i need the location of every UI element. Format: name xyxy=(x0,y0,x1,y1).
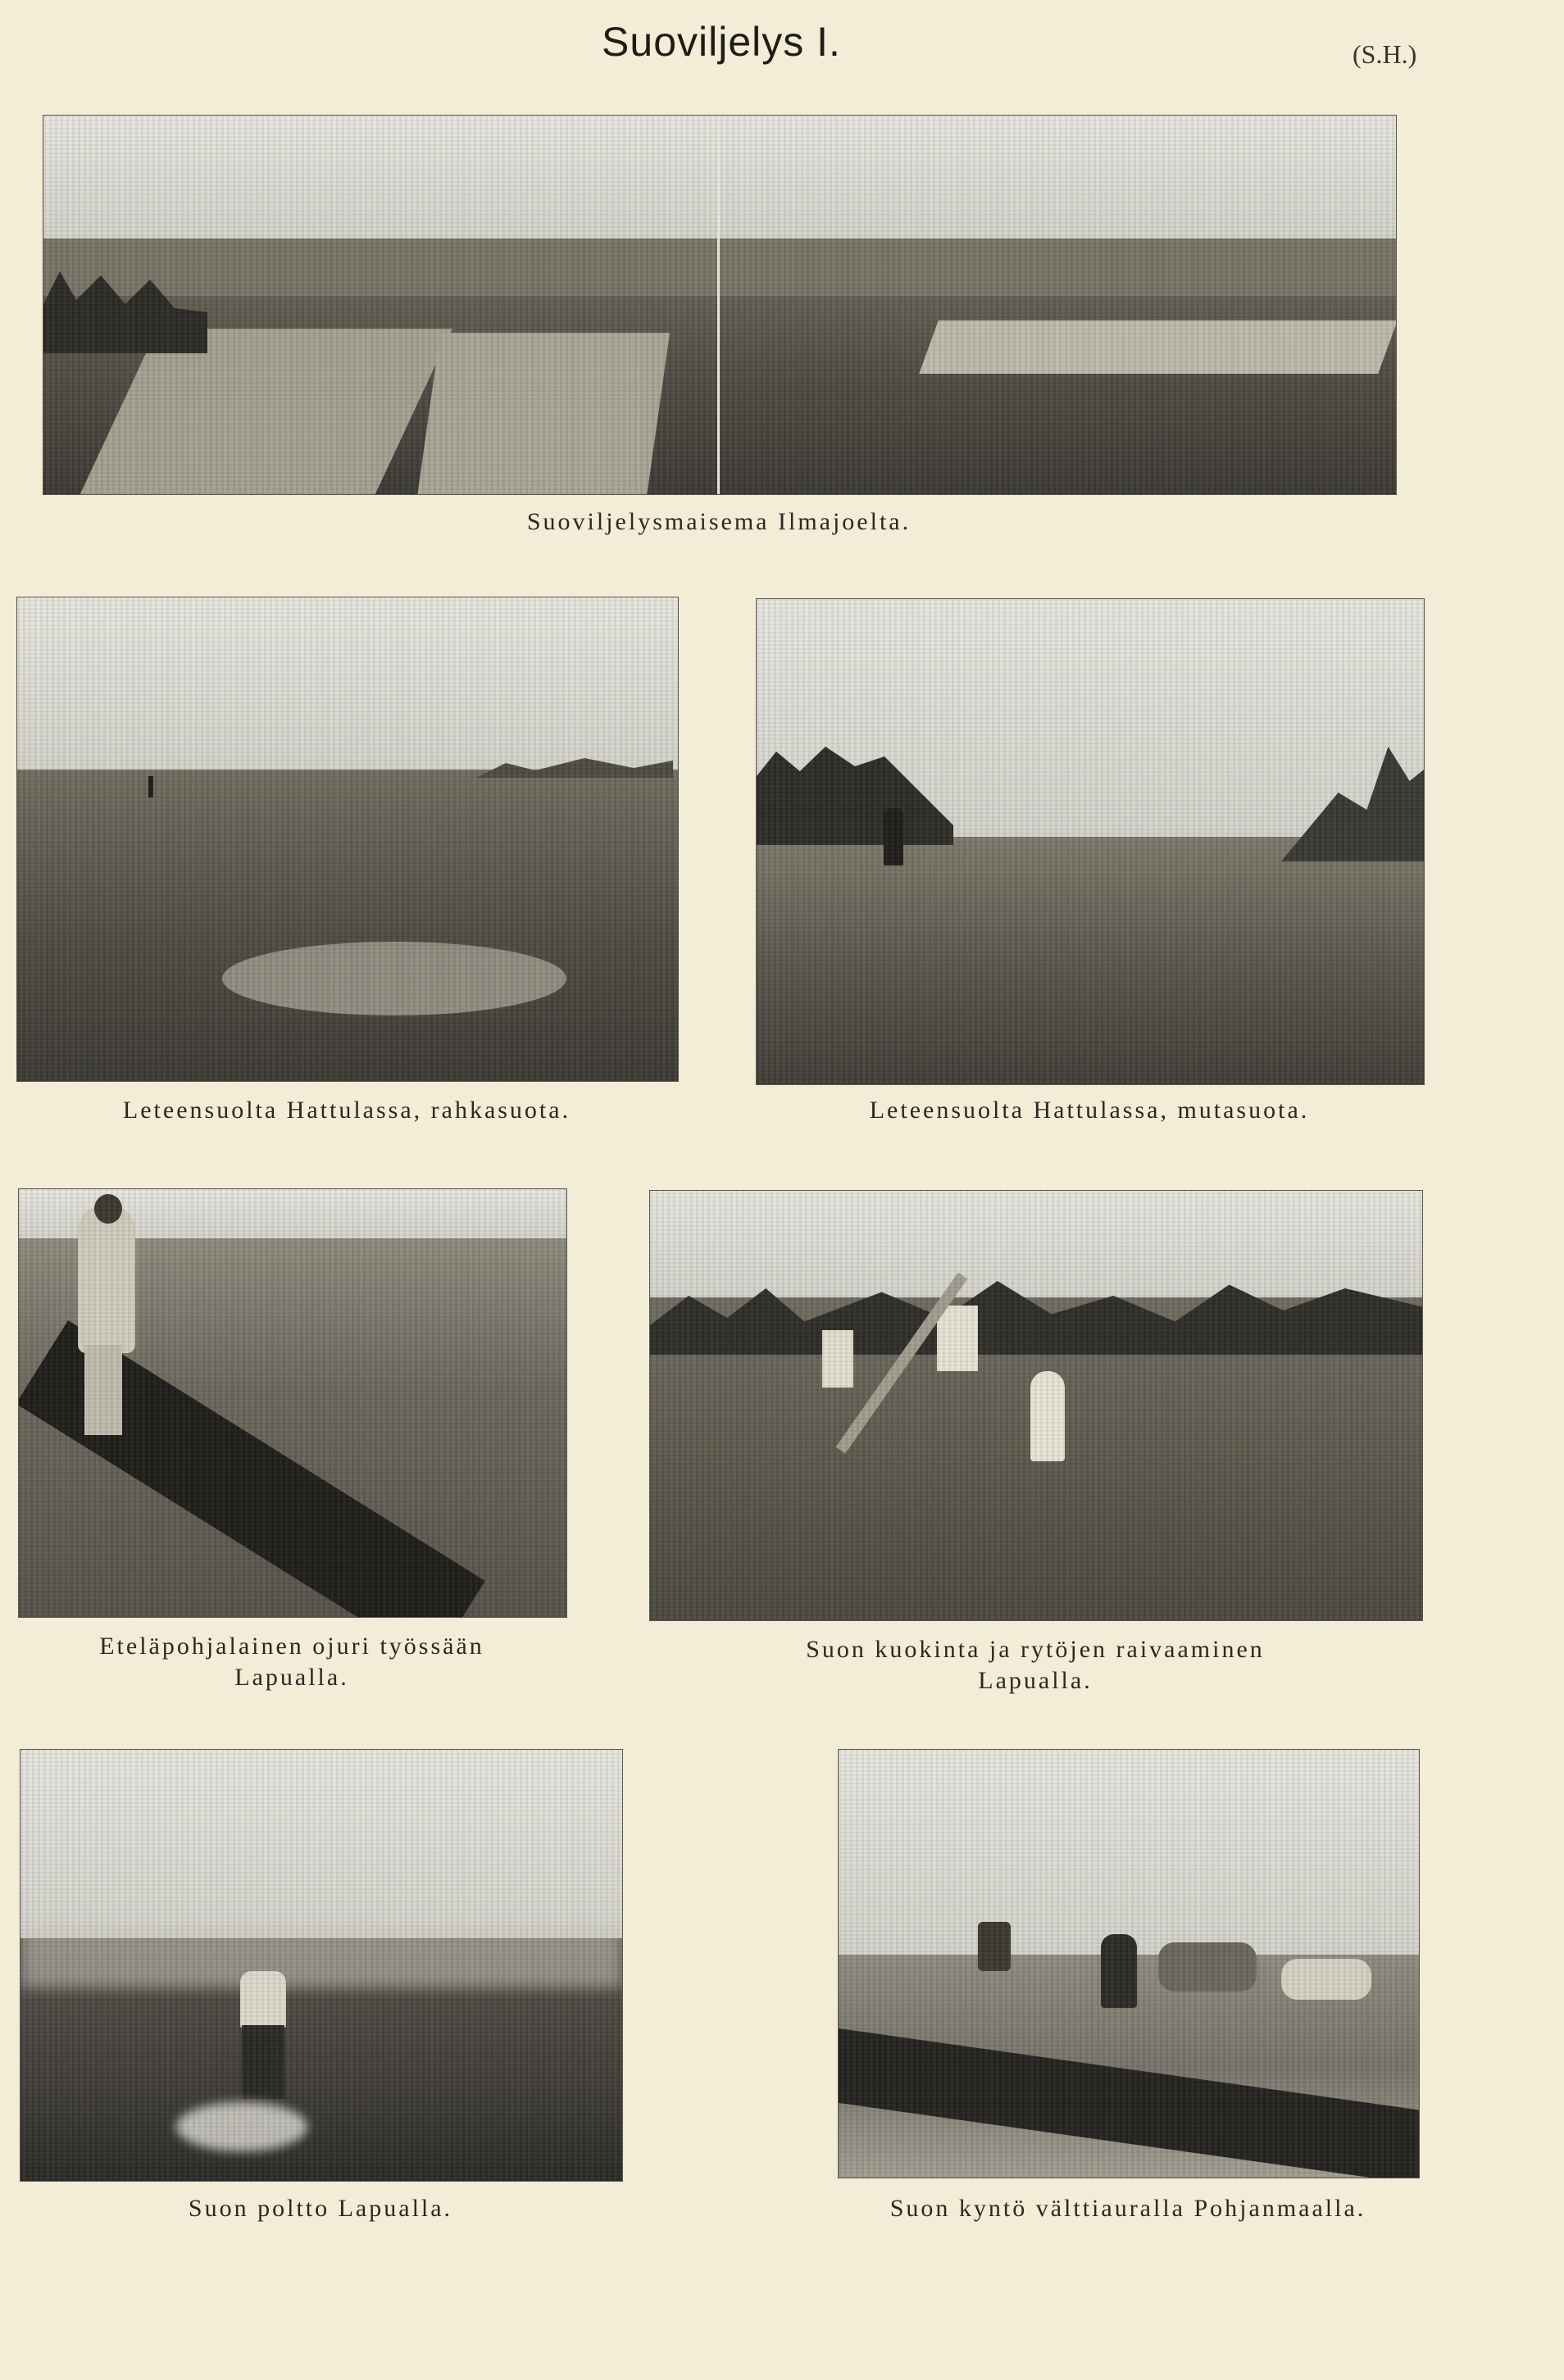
caption-rahkasuo: Leteensuolta Hattulassa, rahkasuota. xyxy=(122,1097,571,1124)
caption-panorama: Suoviljelysmaisema Ilmajoelta. xyxy=(526,508,912,535)
caption-kuokinta-line1: Suon kuokinta ja rytöjen raivaaminen xyxy=(806,1636,1265,1663)
caption-kuokinta xyxy=(649,1634,1421,1696)
photo-rahkasuo xyxy=(16,597,679,1082)
plate-mark: (S.H.) xyxy=(1353,39,1417,69)
photo-poltto xyxy=(20,1749,623,2182)
caption-ojuri-line1: Eteläpohjalainen ojuri työssään xyxy=(99,1633,484,1660)
caption-ojuri xyxy=(18,1631,566,1693)
caption-kynto: Suon kyntö välttiauralla Pohjanmaalla. xyxy=(889,2195,1366,2222)
caption-ojuri-line2: Lapualla. xyxy=(234,1664,349,1691)
caption-poltto: Suon poltto Lapualla. xyxy=(188,2195,453,2222)
photo-mutasuo xyxy=(756,598,1425,1085)
photo-kuokinta xyxy=(649,1190,1423,1621)
page-title: Suoviljelys I. xyxy=(602,19,841,65)
photo-panorama-ilmajoki xyxy=(43,115,1397,495)
photo-kynto xyxy=(838,1749,1420,2178)
caption-kuokinta-line2: Lapualla. xyxy=(978,1667,1093,1694)
caption-mutasuo: Leteensuolta Hattulassa, mutasuota. xyxy=(869,1097,1310,1124)
photo-ojuri xyxy=(18,1188,567,1618)
